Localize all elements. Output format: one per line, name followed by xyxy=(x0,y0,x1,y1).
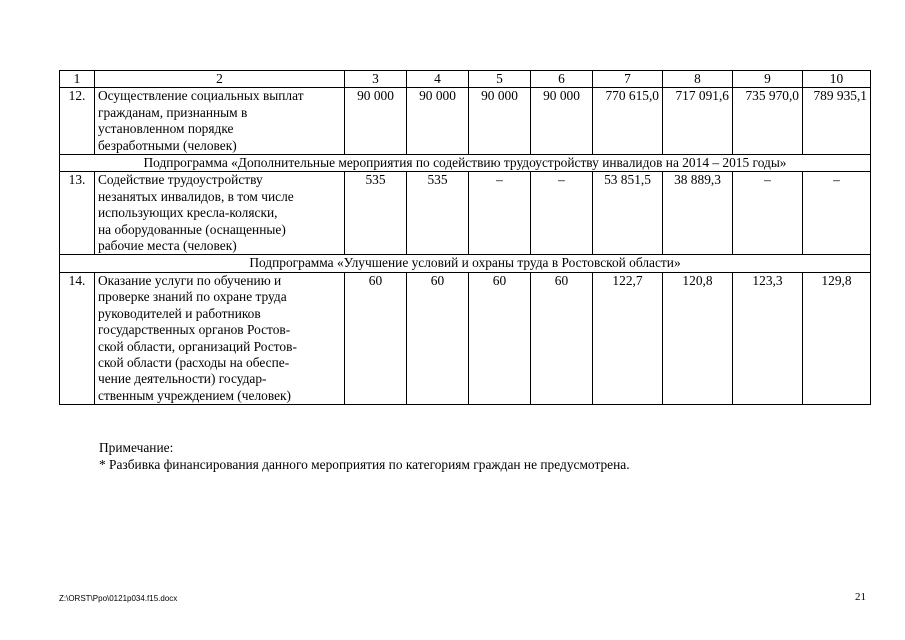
row-description xyxy=(95,88,345,155)
description-line: проверке знаний по охране труда xyxy=(98,289,287,305)
header-cell: 10 xyxy=(803,71,871,88)
value-cell: – xyxy=(733,172,803,255)
description-line: безработными (человек) xyxy=(98,137,237,153)
note-title: Примечание: xyxy=(99,440,174,455)
subprogram-title: Подпрограмма «Дополнительные мероприятия по содействию трудоустройству инвалидов на 2014 – 2015 годы» xyxy=(60,155,871,172)
value-cell: 770 615,0 xyxy=(593,88,663,155)
value-cell: 123,3 xyxy=(733,272,803,404)
description-line: Содействие трудоустройству xyxy=(98,172,263,188)
description-line: использующих кресла-коляски, xyxy=(98,205,278,221)
value-cell: 60 xyxy=(531,272,593,404)
row-number: 13. xyxy=(60,172,95,255)
table-row xyxy=(60,88,871,155)
description-line: рабочие места (человек) xyxy=(98,238,237,254)
header-cell: 4 xyxy=(407,71,469,88)
value-cell: 535 xyxy=(407,172,469,255)
table-row xyxy=(60,172,871,255)
header-cell: 5 xyxy=(469,71,531,88)
page-number: 21 xyxy=(855,591,866,603)
value-cell: 122,7 xyxy=(593,272,663,404)
row-description xyxy=(95,272,345,404)
value-cell: – xyxy=(469,172,531,255)
value-cell: 120,8 xyxy=(663,272,733,404)
row-number: 14. xyxy=(60,272,95,404)
value-cell: 90 000 xyxy=(469,88,531,155)
value-cell: – xyxy=(803,172,871,255)
row-number: 12. xyxy=(60,88,95,155)
value-cell: 789 935,1 xyxy=(803,88,871,155)
value-cell: 90 000 xyxy=(531,88,593,155)
description-line: ственным учреждением (человек) xyxy=(98,387,291,403)
table-row xyxy=(60,272,871,404)
description-line: незанятых инвалидов, в том числе xyxy=(98,188,294,204)
indicator-table xyxy=(59,70,871,405)
value-cell: 53 851,5 xyxy=(593,172,663,255)
value-cell: 60 xyxy=(345,272,407,404)
value-cell: 90 000 xyxy=(407,88,469,155)
value-cell: 735 970,0 xyxy=(733,88,803,155)
header-cell: 7 xyxy=(593,71,663,88)
description-line: на оборудованные (оснащенные) xyxy=(98,221,286,237)
header-cell: 9 xyxy=(733,71,803,88)
note-text: * Разбивка финансирования данного мероприятия по категориям граждан не предусмотрена. xyxy=(99,457,630,472)
description-line: ской области (расходы на обеспе- xyxy=(98,354,290,370)
header-cell: 8 xyxy=(663,71,733,88)
value-cell: 38 889,3 xyxy=(663,172,733,255)
value-cell: 535 xyxy=(345,172,407,255)
subprogram-row xyxy=(60,155,871,172)
description-line: Осуществление социальных выплат xyxy=(98,88,304,104)
subprogram-row xyxy=(60,255,871,272)
description-line: Оказание услуги по обучению и xyxy=(98,272,282,288)
note-block xyxy=(99,439,630,473)
header-cell: 1 xyxy=(60,71,95,88)
value-cell: – xyxy=(531,172,593,255)
description-line: руководителей и работников xyxy=(98,305,261,321)
description-line: установленном порядке xyxy=(98,121,234,137)
table-header-row xyxy=(60,71,871,88)
value-cell: 60 xyxy=(407,272,469,404)
row-description xyxy=(95,172,345,255)
description-line: государственных органов Ростов- xyxy=(98,322,291,338)
description-line: ской области, организаций Ростов- xyxy=(98,338,297,354)
description-line: гражданам, признанным в xyxy=(98,104,248,120)
header-cell: 6 xyxy=(531,71,593,88)
value-cell: 717 091,6 xyxy=(663,88,733,155)
value-cell: 90 000 xyxy=(345,88,407,155)
description-line: чение деятельности) государ- xyxy=(98,371,267,387)
subprogram-title: Подпрограмма «Улучшение условий и охраны труда в Ростовской области» xyxy=(60,255,871,272)
value-cell: 129,8 xyxy=(803,272,871,404)
header-cell: 3 xyxy=(345,71,407,88)
header-cell: 2 xyxy=(95,71,345,88)
footer-file-path: Z:\ORST\Ppo\0121p034.f15.docx xyxy=(59,594,178,603)
value-cell: 60 xyxy=(469,272,531,404)
